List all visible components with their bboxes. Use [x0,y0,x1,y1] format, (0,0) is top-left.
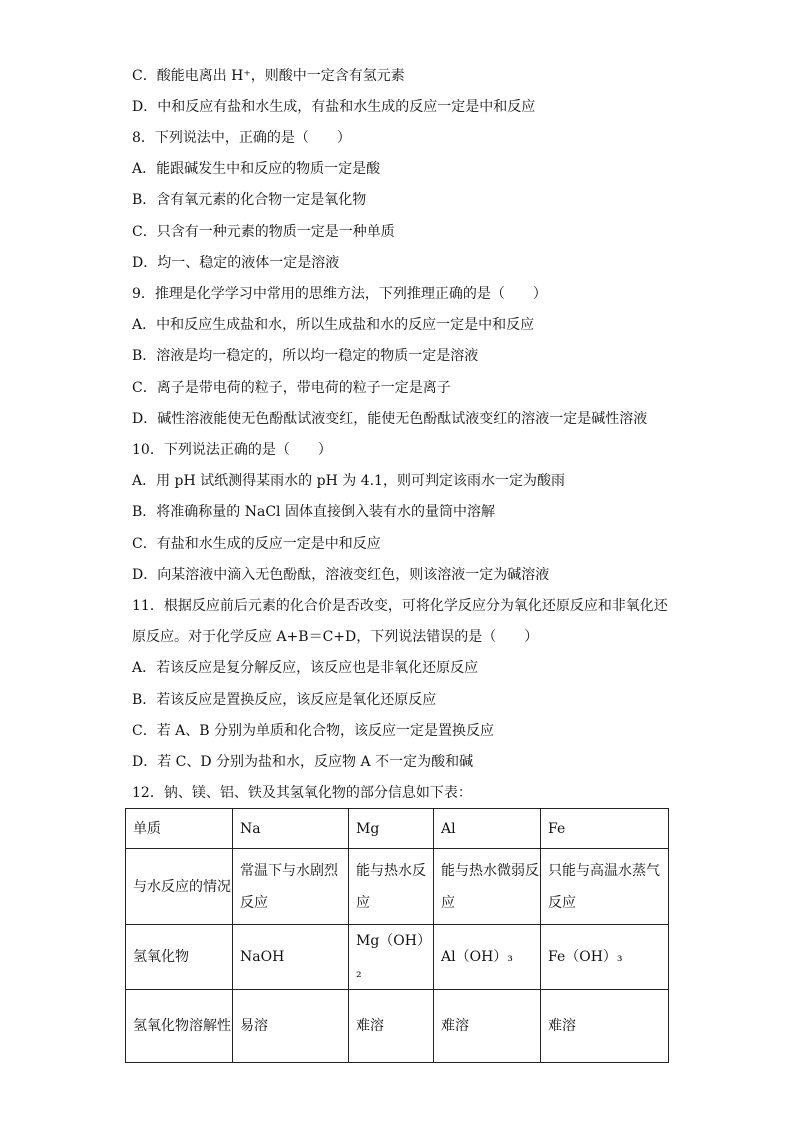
table-row [126,849,669,925]
option-line: B．溶液是均一稳定的，所以均一稳定的物质一定是溶液 [132,348,479,364]
table-cell: Fe [541,809,669,849]
table-cell: 能与热水微弱反应 [434,849,541,925]
table-cell: Al（OH）₃ [434,925,541,990]
table-cell: Mg（OH）₂ [349,925,434,990]
question-10-stem: 10．下列说法正确的是（ ） [132,442,332,458]
option-line: B．将准确称量的 NaCl 固体直接倒入装有水的量筒中溶解 [132,504,495,520]
option-line: C．只含有一种元素的物质一定是一种单质 [132,224,395,240]
option-line: A．用 pH 试纸测得某雨水的 pH 为 4.1，则可判定该雨水一定为酸雨 [132,473,565,489]
table-cell: 能与热水反应 [349,849,434,925]
table-cell: 与水反应的情况 [126,849,233,925]
table-cell: 氢氧化物 [126,925,233,990]
option-line: C．有盐和水生成的反应一定是中和反应 [132,536,381,552]
question-9-stem: 9．推理是化学学习中常用的思维方法，下列推理正确的是（ ） [132,286,547,302]
option-line: C．若 A、B 分别为单质和化合物，该反应一定是置换反应 [132,723,495,739]
table-cell: 只能与高温水蒸气反应 [541,849,669,925]
option-line: C．酸能电离出 H⁺，则酸中一定含有氢元素 [132,68,405,84]
option-line: D．向某溶液中滴入无色酚酞，溶液变红色，则该溶液一定为碱溶液 [132,567,550,583]
option-line: D．若 C、D 分别为盐和水，反应物 A 不一定为酸和碱 [132,754,474,770]
table-cell: 单质 [126,809,233,849]
question-8-stem: 8．下列说法中，正确的是（ ） [132,130,351,146]
table-cell: Fe（OH）₃ [541,925,669,990]
table-cell: NaOH [233,925,349,990]
table-cell: 常温下与水剧烈反应 [233,849,349,925]
option-line: D．均一、稳定的液体一定是溶液 [132,255,340,271]
table-cell: 氢氧化物溶解性 [126,990,233,1063]
option-line: D．碱性溶液能使无色酚酞试液变红，能使无色酚酞试液变红的溶液一定是碱性溶液 [132,411,648,427]
table-row [126,925,669,990]
question-12-stem: 12．钠、镁、铝、铁及其氢氧化物的部分信息如下表： [132,785,472,801]
metal-info-table [125,808,669,1063]
question-11-stem-cont: 原反应。对于化学反应 A+B＝C+D，下列说法错误的是（ ） [132,629,539,645]
table-cell: Al [434,809,541,849]
question-11-stem: 11．根据反应前后元素的化合价是否改变，可将化学反应分为氧化还原反应和非氧化还 [132,598,668,614]
table-cell: Na [233,809,349,849]
table-cell: Mg [349,809,434,849]
option-line: A．若该反应是复分解反应，该反应也是非氧化还原反应 [132,660,479,676]
table-row [126,990,669,1063]
option-line: A．能跟碱发生中和反应的物质一定是酸 [132,161,381,177]
option-line: A．中和反应生成盐和水，所以生成盐和水的反应一定是中和反应 [132,317,535,333]
option-line: C．离子是带电荷的粒子，带电荷的粒子一定是离子 [132,380,451,396]
table-cell: 难溶 [434,990,541,1063]
table-cell: 难溶 [541,990,669,1063]
option-line: B．含有氧元素的化合物一定是氧化物 [132,192,367,208]
table-cell: 难溶 [349,990,434,1063]
table-cell: 易溶 [233,990,349,1063]
option-line: B．若该反应是置换反应，该反应是氧化还原反应 [132,692,437,708]
table-row [126,809,669,849]
option-line: D．中和反应有盐和水生成，有盐和水生成的反应一定是中和反应 [132,99,536,115]
